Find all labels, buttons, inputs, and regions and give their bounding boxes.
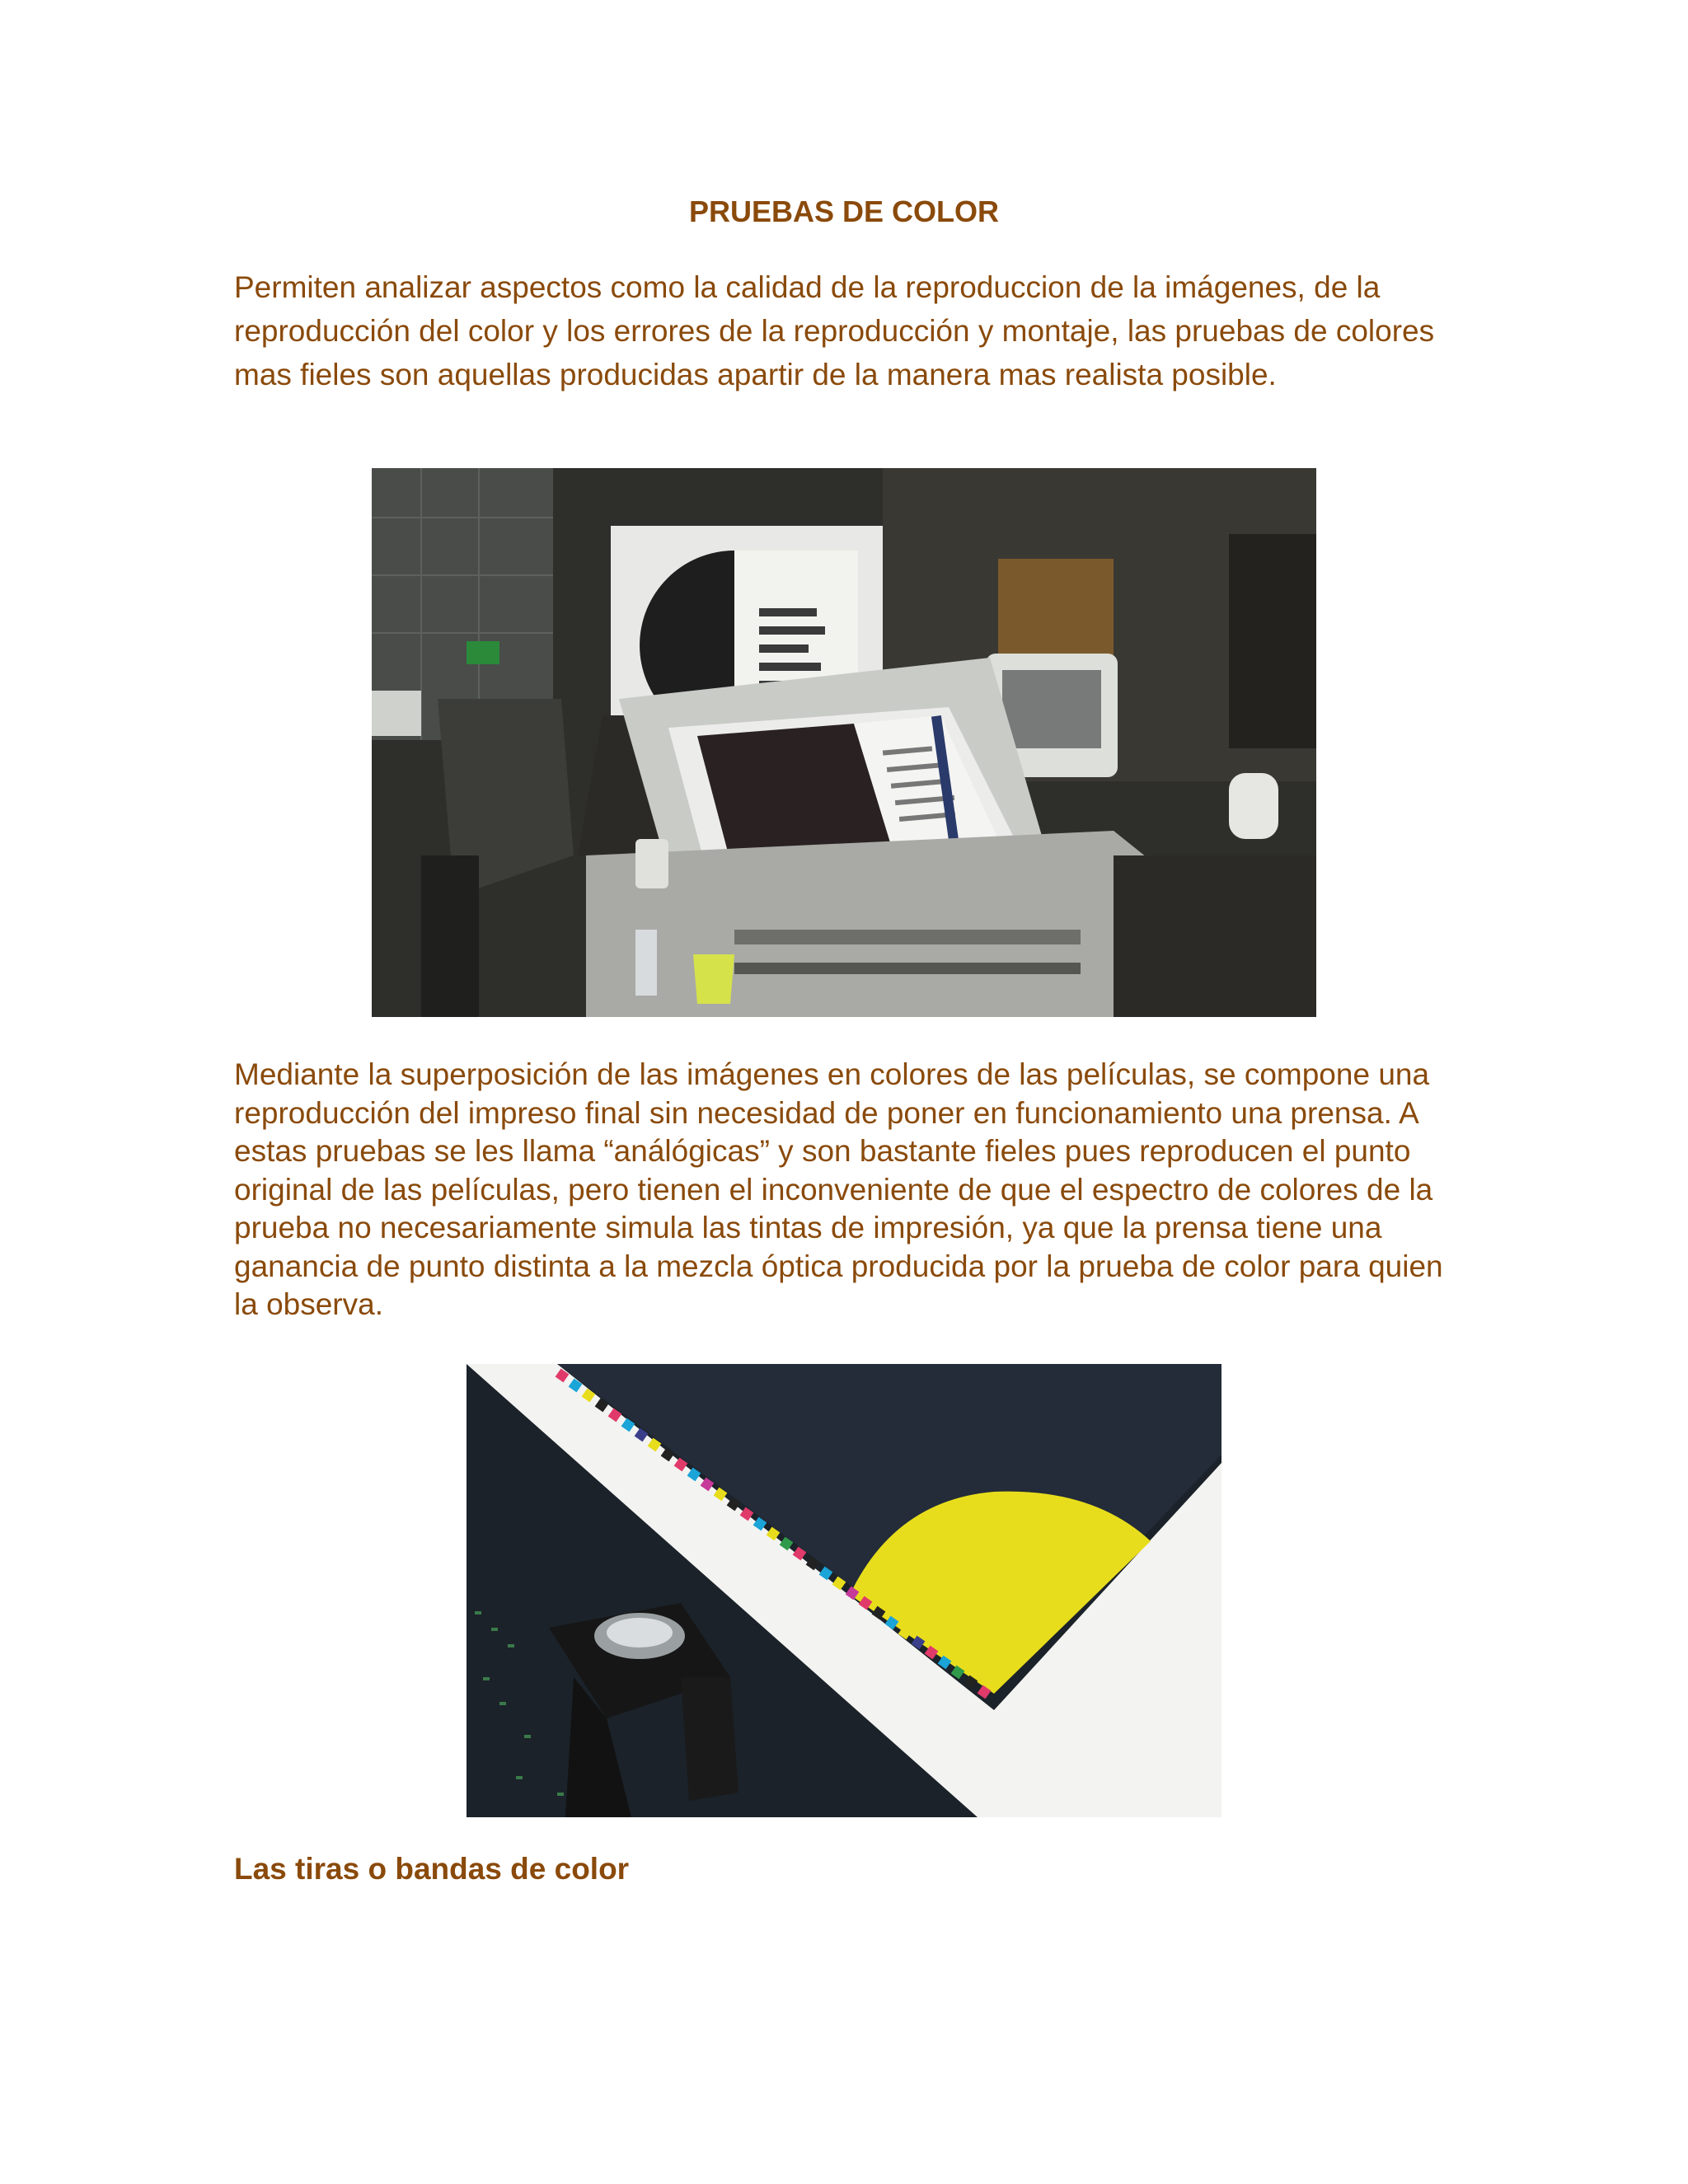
analog-proof-paragraph: Mediante la superposición de las imágenes en colores de las películas, se compone una reproducción del impreso final sin necesidad de poner en funcionamiento una prensa. A estas pruebas se les llama “análógicas” y son bastante fieles pues reproducen el punto original de las películas, pero tienen el inconveniente de que el espectro de colores de la prueba no necesariamente simula las tintas de impresión, ya que la prensa tiene una ganancia de punto distinta a la mezcla óptica producida por la prueba de color para quien la observa. [234, 1057, 1443, 1321]
press-proof-viewing-station-photo [372, 468, 1316, 1017]
intro-paragraph: Permiten analizar aspectos como la calidad de la reproduccion de la imágenes, de la reproducción del color y los errores de la reproducción y montaje, las pruebas de colores mas fieles son aquellas producidas apartir de la manera mas realista posible. [234, 270, 1435, 391]
section-heading-color-bars: Las tiras o bandas de color [234, 1852, 630, 1886]
page-title: PRUEBAS DE COLOR [688, 194, 1000, 228]
color-bar-loupe-photo [467, 1364, 1221, 1817]
color-bar-photo-illustration [467, 1364, 1221, 1817]
press-photo-illustration [372, 468, 1316, 1017]
